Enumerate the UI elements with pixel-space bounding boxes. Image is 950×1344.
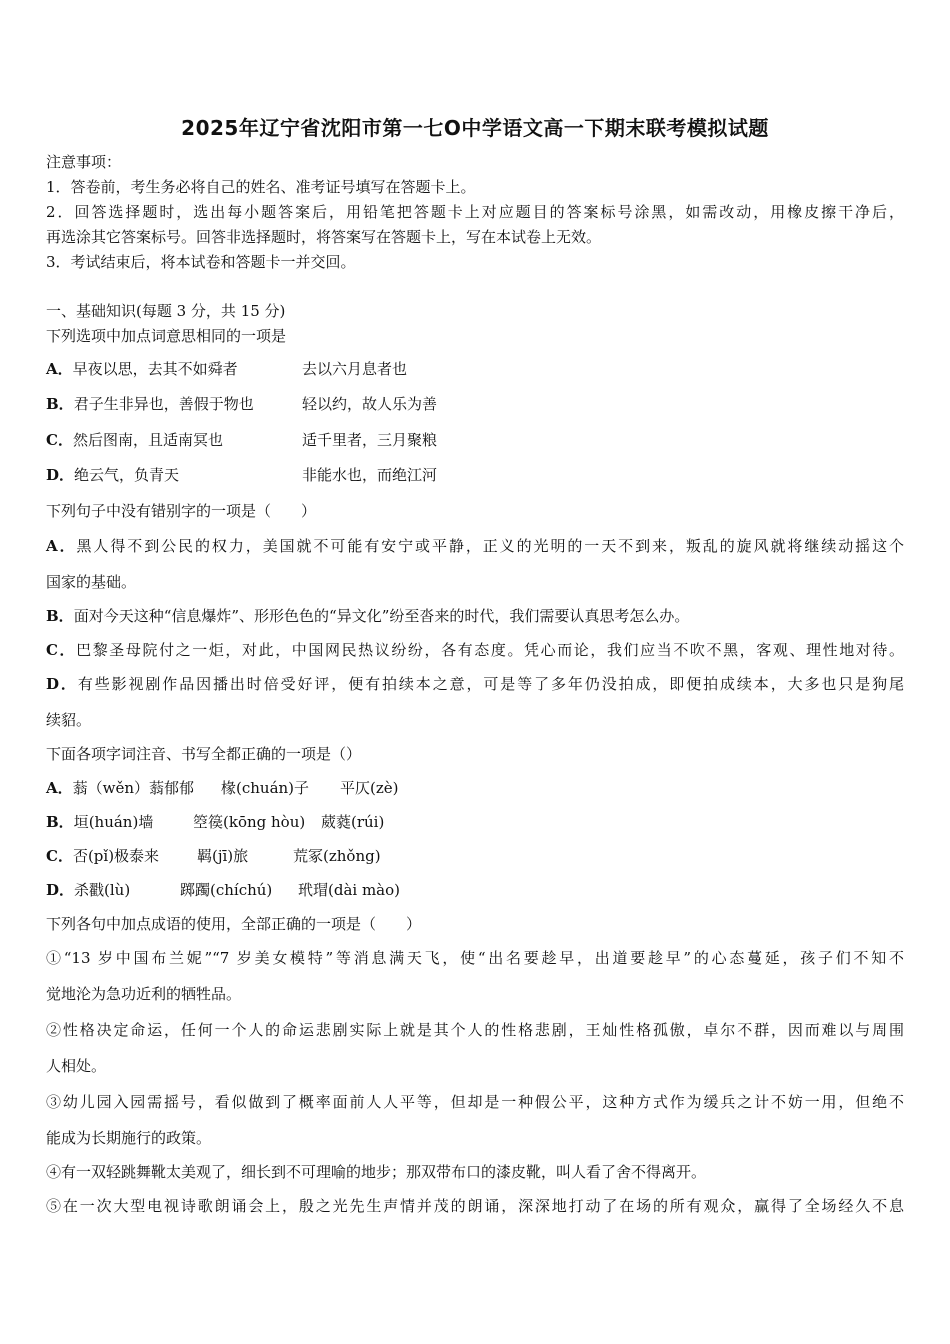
option-label: D． — [46, 881, 75, 899]
option-label: B． — [46, 395, 74, 413]
option-label: C． — [46, 431, 73, 449]
q2-option-d — [46, 674, 904, 694]
q4-sentence-5: ⑤在一次大型电视诗歌朗诵会上，殷之光先生声情并茂的朗诵，深深地打动了在场的所有观众，赢得了全场经久不息 — [46, 1197, 904, 1215]
q3-option-b — [46, 812, 153, 832]
option-col1: 垣(huán)墙 — [73, 813, 154, 831]
option-left-text: 绝云气，负青天 — [74, 466, 180, 484]
q4-sentence-1: ①“13 岁中国布兰妮”“7 岁美女模特”等消息满天飞，使“出名要趁早，出道要趁早”的心态蔓延，孩子们不知不 — [46, 949, 904, 967]
q4-sentence-4: ④有一双轻跳舞靴太美观了，细长到不可理喻的地步；那双带布口的漆皮靴，叫人看了舍不得离开。 — [46, 1163, 707, 1181]
q4-sentence-3: ③幼儿园入园需摇号，看似做到了概率面前人人平等，但却是一种假公平，这种方式作为缓兵之计不妨一用，但绝不 — [46, 1093, 904, 1111]
q1-option-d — [46, 465, 179, 485]
page-title: 2025年辽宁省沈阳市第一七O中学语文高一下期末联考模拟试题 — [181, 116, 769, 140]
q2-option-c — [46, 640, 904, 660]
option-label: C． — [46, 847, 73, 865]
q1-option-d-right: 非能水也，而绝江河 — [302, 466, 438, 484]
q1-option-c — [46, 430, 223, 450]
q3-option-d — [46, 880, 130, 900]
q3-option-b-col2: 箜篌(kōng hòu) — [193, 813, 306, 831]
question-4-stem: 下列各句中加点成语的使用，全部正确的一项是（ ） — [46, 915, 422, 933]
notice-item: 1．答卷前，考生务必将自己的姓名、准考证号填写在答题卡上。 — [46, 178, 476, 196]
q3-option-b-col3: 葳蕤(rúi) — [321, 813, 385, 831]
q1-option-b-right: 轻以约，故人乐为善 — [302, 395, 438, 413]
q3-option-c-col3: 荒冢(zhǒng) — [293, 847, 381, 865]
q3-option-c-col2: 羁(jī)旅 — [197, 847, 249, 865]
question-1-stem: 下列选项中加点词意思相同的一项是 — [46, 327, 287, 345]
option-label: D． — [46, 466, 75, 484]
option-text: 面对今天这种“信息爆炸”、形形色色的“异文化”纷至沓来的时代，我们需要认真思考怎么办。 — [73, 607, 690, 625]
q4-sentence-3-cont: 能成为长期施行的政策。 — [46, 1129, 212, 1147]
option-text: 巴黎圣母院付之一炬，对此，中国网民热议纷纷，各有态度。凭心而论，我们应当不吹不黑，客观、理性地对待。 — [76, 641, 904, 659]
section-heading: 一、基础知识(每题 3 分，共 15 分) — [46, 302, 286, 320]
notice-item: 2．回答选择题时，选出每小题答案后，用铅笔把答题卡上对应题目的答案标号涂黑，如需改动，用橡皮擦干净后， — [46, 203, 904, 221]
q4-sentence-2-cont: 人相处。 — [46, 1057, 107, 1075]
notice-item: 3．考试结束后，将本试卷和答题卡一并交回。 — [46, 253, 356, 271]
option-text: 黑人得不到公民的权力，美国就不可能有安宁或平静，正义的光明的一天不到来，叛乱的旋风就将继续动摇这个 — [76, 537, 904, 555]
question-3-stem: 下面各项字词注音、书写全都正确的一项是（） — [46, 745, 362, 763]
q2-option-b — [46, 606, 689, 626]
question-2-stem: 下列句子中没有错别字的一项是（ ） — [46, 502, 317, 520]
option-label: A． — [46, 537, 77, 555]
option-left-text: 早夜以思，去其不如舜者 — [72, 360, 238, 378]
option-label: C． — [46, 641, 77, 659]
option-label: D． — [46, 675, 78, 693]
q1-option-a — [46, 359, 238, 379]
notice-item: 再选涂其它答案标号。回答非选择题时，将答案写在答题卡上，写在本试卷上无效。 — [46, 228, 602, 246]
option-col1: 否(pǐ)极泰来 — [72, 847, 160, 865]
q4-sentence-1-cont: 觉地沦为急功近利的牺牲品。 — [46, 985, 242, 1003]
option-label: B． — [46, 813, 74, 831]
option-col1: 蓊（wěn）蓊郁郁 — [72, 779, 195, 797]
option-label: A． — [46, 360, 73, 378]
q1-option-c-right: 适千里者，三月聚粮 — [302, 431, 438, 449]
q4-sentence-2: ②性格决定命运，任何一个人的命运悲剧实际上就是其个人的性格悲剧，王灿性格孤傲，卓尔不群，因而难以与周围 — [46, 1021, 904, 1039]
q3-option-d-col3: 玳瑁(dài mào) — [298, 881, 401, 899]
option-left-text: 然后图南，且适南冥也 — [72, 431, 223, 449]
option-left-text: 君子生非异也，善假于物也 — [73, 395, 254, 413]
q3-option-a — [46, 778, 194, 798]
option-label: A． — [46, 779, 73, 797]
q1-option-b — [46, 394, 254, 414]
q3-option-a-col2: 椽(chuán)子 — [221, 779, 310, 797]
q3-option-a-col3: 平仄(zè) — [340, 779, 399, 797]
q3-option-d-col2: 踯躅(chíchú) — [180, 881, 273, 899]
option-col1: 杀戳(lù) — [74, 881, 131, 899]
q2-option-d-cont: 续貂。 — [46, 711, 92, 729]
q2-option-a — [46, 536, 904, 556]
q2-option-a-cont: 国家的基础。 — [46, 573, 137, 591]
option-text: 有些影视剧作品因播出时倍受好评，便有拍续本之意，可是等了多年仍没拍成，即便拍成续本，大多也只是狗尾 — [77, 675, 904, 693]
notice-heading: 注意事项： — [46, 153, 122, 171]
q3-option-c — [46, 846, 159, 866]
option-label: B． — [46, 607, 74, 625]
q1-option-a-right: 去以六月息者也 — [302, 360, 408, 378]
